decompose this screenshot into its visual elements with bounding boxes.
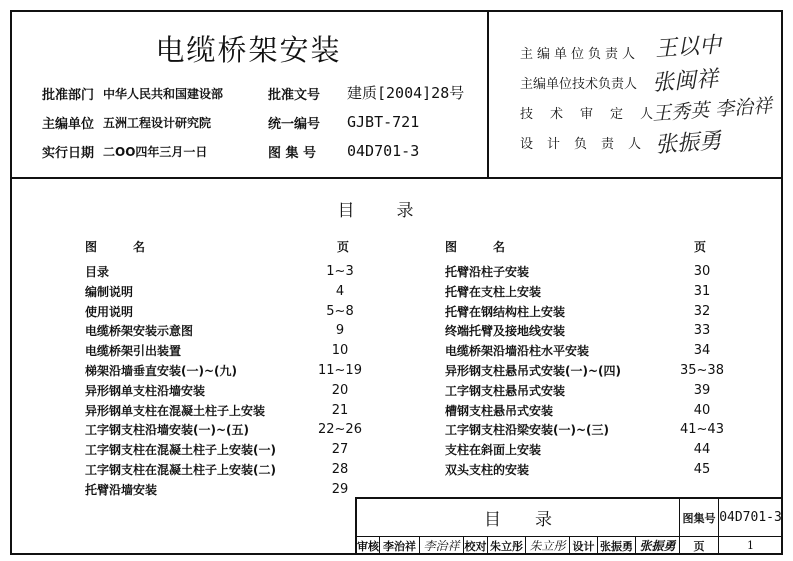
approval-number: 建质[2004]28号 xyxy=(347,84,465,102)
review-label: 审核 xyxy=(357,537,380,555)
toc-entry-page: 10 xyxy=(331,343,349,359)
toc-entry-page: 4 xyxy=(335,283,345,299)
toc-entry-page: 32 xyxy=(693,303,711,319)
toc-entry-page: 44 xyxy=(693,442,711,458)
toc-entry-name: 托臂沿墙安装 xyxy=(85,482,158,497)
code-label: 批准文号 xyxy=(268,88,321,103)
toc-entry-page: 20 xyxy=(331,382,349,398)
sheet-title: 目 录 xyxy=(357,499,680,537)
toc-entry-name: 异形钢支柱悬吊式安装(一)~(四) xyxy=(445,364,621,378)
toc-entry-name: 工字钢支柱在混凝土柱子上安装(一) xyxy=(85,443,276,458)
check-signature: 朱立彤 xyxy=(526,537,570,555)
toc-entry-name: 工字钢支柱悬吊式安装 xyxy=(445,383,566,398)
column-header-page: 页 xyxy=(337,240,350,254)
unified-number: GJBT-721 xyxy=(347,113,420,131)
design-name: 张振勇 xyxy=(598,537,636,555)
divider xyxy=(487,10,489,178)
field-label: 主编单位 xyxy=(42,117,95,132)
check-label: 校对 xyxy=(464,537,488,555)
toc-entry-page: 35~38 xyxy=(680,363,724,378)
toc-entry-page: 1~3 xyxy=(326,264,354,279)
signature: 张振勇 xyxy=(654,128,722,159)
toc-entry-page: 11~19 xyxy=(318,363,362,378)
design-signature: 张振勇 xyxy=(636,537,680,555)
toc-entry-name: 托臂在钢结构柱上安装 xyxy=(445,304,566,319)
page-label: 页 xyxy=(680,537,719,555)
field-value: 二OO四年三月一日 xyxy=(103,145,208,159)
toc-entry-name: 双头支柱的安装 xyxy=(445,463,530,477)
toc-entry-page: 39 xyxy=(693,382,711,398)
signature: 王秀英 李治祥 xyxy=(651,94,773,126)
responsible-label: 设计负责人 xyxy=(520,137,656,152)
field-label: 批准部门 xyxy=(42,88,95,103)
toc-entry-page: 29 xyxy=(331,481,349,497)
toc-entry-page: 28 xyxy=(331,462,349,477)
toc-entry-page: 21 xyxy=(331,402,349,418)
field-value: 五洲工程设计研究院 xyxy=(103,116,212,130)
toc-entry-name: 使用说明 xyxy=(85,304,134,319)
toc-entry-name: 工字钢支柱沿墙安装(一)~(五) xyxy=(85,423,249,438)
design-label: 设计 xyxy=(570,537,598,555)
check-name: 朱立彤 xyxy=(488,537,526,555)
responsible-label: 主编单位技术负责人 xyxy=(520,77,638,92)
toc-entry-page: 41~43 xyxy=(680,422,724,438)
signature: 张闽祥 xyxy=(651,66,719,97)
toc-entry-page: 27 xyxy=(331,442,349,458)
title-block xyxy=(355,497,783,555)
toc-entry-page: 5~8 xyxy=(326,303,354,319)
toc-entry-name: 槽钢支柱悬吊式安装 xyxy=(445,403,554,418)
toc-entry-name: 电缆桥架沿墙沿柱水平安装 xyxy=(445,344,590,359)
toc-entry-name: 异形钢单支柱沿墙安装 xyxy=(85,383,206,398)
atlas-number: 04D701-3 xyxy=(347,142,420,160)
toc-entry-name: 目录 xyxy=(85,265,110,279)
field-value: 中华人民共和国建设部 xyxy=(103,87,224,101)
atlas-value: 04D701-3 xyxy=(719,499,783,537)
toc-entry-name: 托臂在支柱上安装 xyxy=(445,284,542,299)
column-header-page: 页 xyxy=(694,240,707,254)
column-header-name: 图 名 xyxy=(445,240,506,254)
review-signature: 李治祥 xyxy=(420,537,464,555)
code-label: 统一编号 xyxy=(268,117,321,132)
review-name: 李治祥 xyxy=(380,537,420,555)
signature: 王以中 xyxy=(654,32,722,63)
toc-entry-page: 30 xyxy=(693,264,711,279)
field-label: 实行日期 xyxy=(42,146,95,161)
toc-entry-name: 编制说明 xyxy=(85,284,134,299)
responsible-label: 技术审定人 xyxy=(520,107,671,122)
toc-entry-name: 电缆桥架引出装置 xyxy=(85,344,182,359)
toc-title: 目录 xyxy=(337,201,456,221)
toc-entry-page: 40 xyxy=(693,402,711,418)
toc-entry-name: 电缆桥架安装示意图 xyxy=(85,324,194,339)
code-label: 图 集 号 xyxy=(268,146,317,161)
divider xyxy=(10,177,783,179)
atlas-label: 图集号 xyxy=(680,499,719,537)
toc-entry-name: 终端托臂及接地线安装 xyxy=(445,324,566,339)
toc-entry-name: 梯架沿墙垂直安装(一)~(九) xyxy=(85,364,237,378)
responsible-label: 主编单位负责人 xyxy=(520,47,640,62)
toc-entry-page: 34 xyxy=(693,343,711,359)
toc-entry-page: 9 xyxy=(335,323,345,339)
toc-entry-page: 31 xyxy=(693,283,711,299)
column-header-name: 图 名 xyxy=(85,240,146,254)
toc-entry-name: 托臂沿柱子安装 xyxy=(445,265,530,279)
toc-entry-page: 45 xyxy=(693,462,711,477)
page-value: 1 xyxy=(719,537,783,555)
toc-entry-page: 33 xyxy=(693,323,711,339)
toc-entry-name: 工字钢支柱在混凝土柱子上安装(二) xyxy=(85,463,276,477)
toc-entry-name: 支柱在斜面上安装 xyxy=(445,443,542,458)
toc-entry-page: 22~26 xyxy=(318,422,362,438)
toc-entry-name: 工字钢支柱沿梁安装(一)~(三) xyxy=(445,423,609,438)
atlas-title: 电缆桥架安装 xyxy=(155,33,342,67)
toc-entry-name: 异形钢单支柱在混凝土柱子上安装 xyxy=(85,403,266,418)
